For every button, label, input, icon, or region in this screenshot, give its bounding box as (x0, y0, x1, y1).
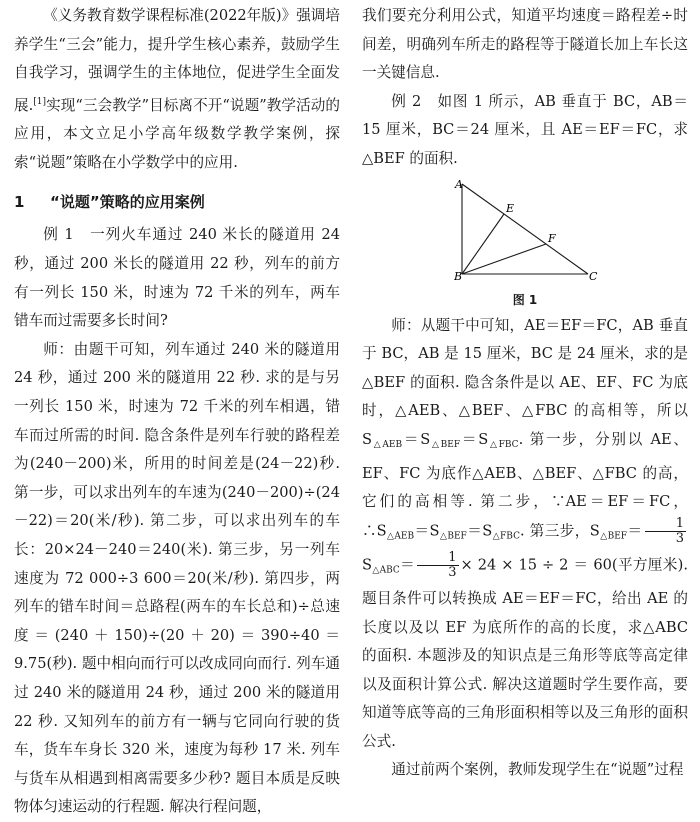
intro-paragraph: 《义务教育数学课程标准(2022年版)》强调培养学生“三会”能力，提升学生核心素养，鼓励学生自我学习，强调学生的主体地位，促进学生全面发展.[1]实现“三会教学”目标离不开“说题”教学活动的应用，本文立足小学高年级数学教学案例，探索“说题”策略在小学数学中的应用. (14, 7, 340, 171)
teacher-explanation-2: 师：从题干中可知，AE＝EF＝FC，AB 垂直于 BC，AB 是 15 厘米，BC 是 24 厘米，求的是△BEF 的面积. 隐含条件是以 AE、EF、FC 为底时，△AEB、△BEF、△FBC 的高相等，所以 $S_{\triangle AEB}=S_{\triangle BEF}=S_{\triangle FBC}$. 第一步，分别以 AE、EF、FC 为底作△AEB、△BEF、△FBC 的高，它们的高相等. 第二步，∵AE＝EF＝FC，$\therefore S_{\triangle AEB}=S_{\triangle BEF}=S_{\triangle FBC}$. 第三步，$S_{\triangle BEF}=$ $\frac{1}{3}$ $S_{\triangle ABC}=$ $\frac{1}{3}$ × 24 × 15 ÷ 2 ＝ 60(平方厘米). 题目条件可以转换成 AE＝EF＝FC，给出 AE 的长度以及以 EF 为底所作的高的长度，求△ABC 的面积. 本题涉及的知识点是三角形等底等高定律以及面积计算公式. 解决这道题时学生要作高，要知道等底等高的三角形面积相等以及三角形的面积公式. (362, 316, 689, 750)
closing-paragraph: 通过前两个案例，教师发现学生在“说题”过程 (391, 761, 684, 779)
segment-be (462, 214, 504, 274)
label-a: A (455, 179, 463, 191)
fraction-one-third-a: $\frac{1}{3}$ (645, 517, 686, 546)
section-title: “说题”策略的应用案例 (50, 193, 205, 212)
figure-1 (362, 178, 688, 312)
section-number: 1 (14, 193, 25, 212)
example-1: 例 1 一列火车通过 240 米长的隧道用 24 秒，通过 200 米长的隧道用 22 秒，列车的前方有一列长 150 米，时速为 72 千米的列车，两车错车而过需要多长时间? (14, 226, 340, 330)
figure-caption: 图 1 (512, 292, 538, 307)
left-column (14, 2, 340, 822)
label-f: F (548, 231, 556, 245)
example-2: 例 2 如图 1 所示，AB 垂直于 BC，AB＝15 厘米，BC＝24 厘米，且 AE＝EF＝FC，求△BEF 的面积. (362, 92, 688, 167)
label-e: E (506, 201, 515, 215)
label-b: B (454, 269, 463, 280)
citation-ref: [1] (33, 96, 47, 107)
segment-ac (462, 184, 588, 274)
continued-paragraph: 我们要充分利用公式，知道平均速度＝路程差÷时间差，明确列车所走的路程等于隧道长加上车长这一关键信息. (362, 7, 688, 82)
right-column (362, 2, 688, 785)
triangle-diagram (454, 180, 604, 280)
label-c: C (589, 269, 598, 280)
section-heading (14, 189, 340, 215)
fraction-one-third-b: $\frac{1}{3}$ (417, 551, 458, 580)
segment-bf (462, 244, 546, 274)
teacher-explanation-1: 师：由题干可知，列车通过 240 米的隧道用 24 秒，通过 200 米的隧道用 22 秒. 求的是与另一列长 150 米，时速为 72 千米的列车相遇，错车而过所需的时间. 隐含条件是列车行驶的路程差为(240－200)米，所用的时间差是(24－22)秒. 第一步，可以求出列车的车速为(240－200)÷(24－22)＝20(米/秒). 第二步，可以求出列车的车长：20×24－240＝240(米). 第三步，另一列车速度为 72 000÷3 600＝20(米/秒). 第四步，两列车的错车时间＝总路程(两车的车长总和)÷总速度＝(240＋150)÷(20＋20)＝390÷40＝9.75(秒). 题中相向而行可以改成同向而行. 列车通过 240 米的隧道用 24 秒，通过 200 米的隧道用 22 秒. 又知列车的前方有一辆与它同向行驶的货车，货车车身长 320 米，速度为每秒 17 米. 列车与货车从相遇到相离需要多少秒? 题目本质是反映物体匀速运动的行程题. 解决行程问题， (14, 340, 340, 816)
